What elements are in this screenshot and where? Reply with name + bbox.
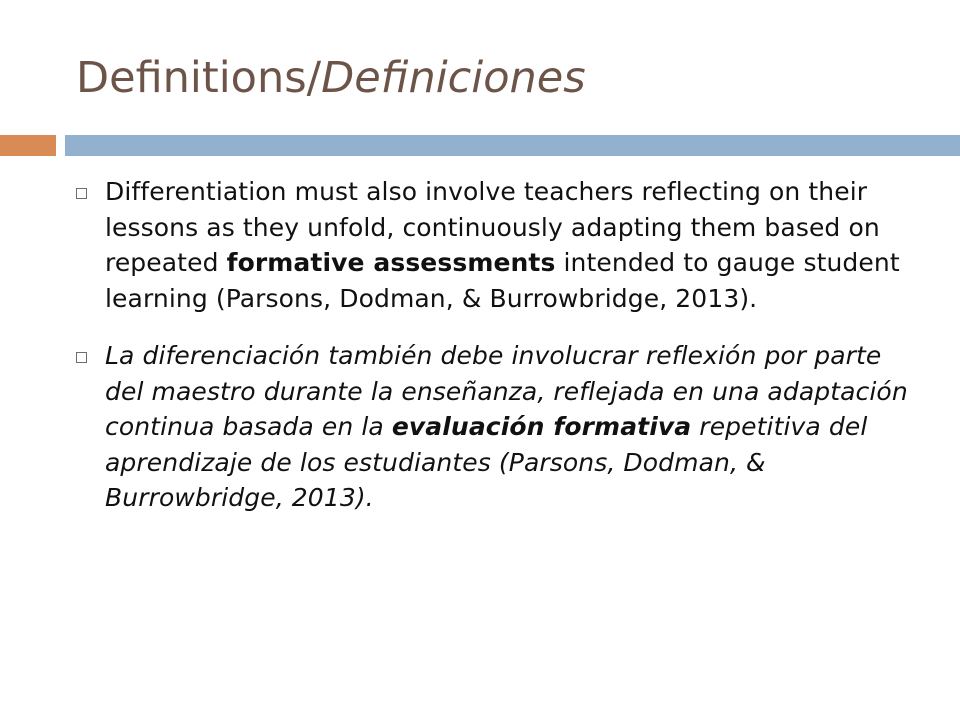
accent-bar-orange — [0, 135, 56, 156]
bullet-list — [76, 174, 926, 538]
bullet-bold-term: evaluación formativa — [391, 412, 692, 441]
bullet-text-after: repetitiva del aprendizaje de los estudiantes (Parsons, Dodman, & Burrowbridge, 2013). — [105, 412, 868, 512]
bullet-text-english — [105, 174, 926, 316]
square-bullet-icon — [76, 188, 87, 199]
bullet-text-before: La diferenciación también debe involucrar reflexión por parte del maestro durante la enseñanza, reflejada en una adaptación continua basada en la — [105, 341, 908, 441]
bullet-text-after: intended to gauge student learning (Parsons, Dodman, & Burrowbridge, 2013). — [105, 248, 900, 313]
slide-title — [76, 48, 586, 108]
accent-bar-blue — [65, 135, 960, 156]
title-main: Definitions/ — [76, 53, 322, 103]
bullet-text-spanish — [105, 338, 926, 516]
bullet-bold-term: formative assessments — [226, 248, 556, 277]
bullet-text-before: Differentiation must also involve teachers reflecting on their lessons as they unfold, continuously adapting them based on repeated — [105, 177, 880, 277]
square-bullet-icon — [76, 352, 87, 363]
bullet-item-spanish — [76, 338, 926, 516]
title-italic: Definiciones — [321, 53, 586, 103]
bullet-item-english — [76, 174, 926, 316]
